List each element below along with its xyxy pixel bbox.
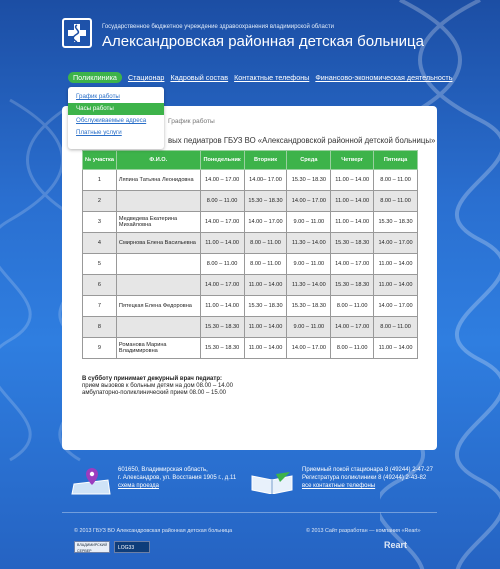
cell-hours: 14.00 – 17.00 xyxy=(200,212,244,233)
cell-hours: 14.00 – 17.00 xyxy=(374,233,418,254)
cell-hours: 11.30 – 14.00 xyxy=(287,233,331,254)
table-row xyxy=(83,191,418,212)
cell-district: 2 xyxy=(83,191,117,212)
cell-doctor-name: Пятецкая Елена Федоровна xyxy=(116,296,200,317)
open-book-icon xyxy=(250,470,294,494)
col-header: Четверг xyxy=(331,151,374,170)
table-row xyxy=(83,338,418,359)
counter-badge[interactable]: ВЛАДИМИРСКИЙ СЕРВЕР xyxy=(74,541,110,553)
cell-hours: 9.00 – 11.00 xyxy=(287,212,331,233)
cell-hours: 8.00 – 11.00 xyxy=(244,254,287,275)
phones-block xyxy=(302,466,433,490)
cell-hours: 11.00 – 14.00 xyxy=(331,212,374,233)
cell-hours: 8.00 – 11.00 xyxy=(374,191,418,212)
table-row xyxy=(83,317,418,338)
nav-phones[interactable]: Контактные телефоны xyxy=(234,73,310,82)
cell-doctor-name xyxy=(116,191,200,212)
cell-hours: 11.00 – 14.00 xyxy=(200,296,244,317)
cell-hours: 11.00 – 14.00 xyxy=(244,338,287,359)
note-line: амбулаторно-поликлинический прием 08.00 – 15.00 xyxy=(82,390,227,396)
cell-hours: 14.00 – 17.00 xyxy=(200,170,244,191)
cell-hours: 9.00 – 11.00 xyxy=(287,317,331,338)
table-row xyxy=(83,233,418,254)
page-title: вых педиатров ГБУЗ ВО «Александровской районной детской больницы» xyxy=(168,136,436,145)
col-header: Пятница xyxy=(374,151,418,170)
cell-doctor-name: Романова Марина Владимировна xyxy=(116,338,200,359)
cell-doctor-name xyxy=(116,317,200,338)
polyclinic-dropdown xyxy=(68,87,164,149)
cell-hours: 14.00 – 17.00 xyxy=(331,254,374,275)
cell-hours: 14.00 – 17.00 xyxy=(287,338,331,359)
cell-hours: 15.30 – 18.30 xyxy=(244,191,287,212)
dropdown-paid-services[interactable]: Платные услуги xyxy=(76,129,122,136)
cell-hours: 8.00 – 11.00 xyxy=(331,296,374,317)
cell-hours: 8.00 – 11.00 xyxy=(374,317,418,338)
cell-hours: 15.30 – 18.30 xyxy=(331,275,374,296)
medical-cross-logo-icon[interactable] xyxy=(62,18,92,48)
cell-hours: 15.30 – 18.30 xyxy=(200,317,244,338)
cell-doctor-name: Медведева Екатерина Михайловна xyxy=(116,212,200,233)
dropdown-addresses[interactable]: Обслуживаемые адреса xyxy=(76,117,147,124)
cell-hours: 15.30 – 18.30 xyxy=(244,296,287,317)
dropdown-schedule[interactable]: График работы xyxy=(76,93,120,100)
cell-hours: 11.00 – 14.00 xyxy=(374,254,418,275)
schedule-table xyxy=(82,150,418,359)
cell-hours: 15.30 – 18.30 xyxy=(287,170,331,191)
nav-staff[interactable]: Кадровый состав xyxy=(170,73,229,82)
address-line: 601650, Владимирская область, xyxy=(118,467,208,473)
col-header: Среда xyxy=(287,151,331,170)
copyright: © 2013 ГБУЗ ВО Александровская районная детская больница xyxy=(74,528,233,534)
cell-district: 7 xyxy=(83,296,117,317)
address-line: г. Александров, ул. Восстания 1905 г., д.11 xyxy=(118,475,237,481)
cell-hours: 11.00 – 14.00 xyxy=(200,233,244,254)
table-row xyxy=(83,275,418,296)
col-header: Ф.И.О. xyxy=(116,151,200,170)
map-link[interactable]: схема проезда xyxy=(118,483,159,489)
footer-divider xyxy=(62,512,437,513)
cell-hours: 11.00 – 14.00 xyxy=(331,170,374,191)
cell-district: 5 xyxy=(83,254,117,275)
cell-hours: 8.00 – 11.00 xyxy=(374,170,418,191)
nav-polyclinic[interactable]: Поликлиника xyxy=(68,72,122,83)
cell-hours: 11.00 – 14.00 xyxy=(244,317,287,338)
cell-hours: 8.00 – 11.00 xyxy=(200,191,244,212)
cell-hours: 15.30 – 18.30 xyxy=(331,233,374,254)
cell-hours: 9.00 – 11.00 xyxy=(287,254,331,275)
cell-doctor-name: Смирнова Елена Васильевна xyxy=(116,233,200,254)
main-nav xyxy=(68,72,458,83)
cell-hours: 11.30 – 14.00 xyxy=(287,275,331,296)
cell-hours: 15.30 – 18.30 xyxy=(200,338,244,359)
log33-badge[interactable]: LOG33 xyxy=(114,541,150,553)
table-row xyxy=(83,170,418,191)
cell-hours: 8.00 – 11.00 xyxy=(331,338,374,359)
phone-line: Регистратура поликлиники 8 (49244) 2-43-82 xyxy=(302,475,427,481)
table-header-row xyxy=(83,151,418,170)
cell-hours: 14.00 – 17.00 xyxy=(331,317,374,338)
reart-logo[interactable]: Reart xyxy=(384,540,408,550)
dropdown-hours[interactable]: Часы работы xyxy=(68,103,164,115)
cell-hours: 14.00 – 17.00 xyxy=(244,212,287,233)
cell-doctor-name xyxy=(116,275,200,296)
col-header: Вторник xyxy=(244,151,287,170)
saturday-note xyxy=(82,376,233,397)
nav-hospital[interactable]: Стационар xyxy=(127,73,165,82)
cell-hours: 11.00 – 14.00 xyxy=(374,338,418,359)
col-header: № участка xyxy=(83,151,117,170)
cell-hours: 8.00 – 11.00 xyxy=(244,233,287,254)
address-block xyxy=(118,466,236,490)
cell-hours: 11.00 – 14.00 xyxy=(331,191,374,212)
hospital-name: Александровская районная детская больница xyxy=(102,33,424,50)
cell-hours: 11.00 – 14.00 xyxy=(244,275,287,296)
cell-district: 9 xyxy=(83,338,117,359)
map-pin-icon xyxy=(70,466,112,496)
breadcrumb: График работы xyxy=(168,118,215,125)
note-line: прием вызовов к больным детям на дом 08.00 – 14.00 xyxy=(82,383,233,389)
cell-hours: 15.30 – 18.30 xyxy=(374,212,418,233)
cell-hours: 14.00 – 17.00 xyxy=(200,275,244,296)
cell-hours: 15.30 – 18.30 xyxy=(287,296,331,317)
cell-doctor-name: Ляпина Татьяна Леонидовна xyxy=(116,170,200,191)
cell-district: 8 xyxy=(83,317,117,338)
footer-contacts xyxy=(62,460,437,500)
cell-hours: 11.00 – 14.00 xyxy=(374,275,418,296)
nav-finance[interactable]: Финансово-экономическая деятельность xyxy=(315,73,453,82)
cell-hours: 14.00– 17.00 xyxy=(244,170,287,191)
cell-district: 1 xyxy=(83,170,117,191)
table-row xyxy=(83,296,418,317)
cell-doctor-name xyxy=(116,254,200,275)
cell-hours: 14.00 – 17.00 xyxy=(287,191,331,212)
org-name: Государственное бюджетное учреждение здравоохранения владимирской области xyxy=(102,24,334,30)
note-title: В субботу принимает дежурный врач педиатр: xyxy=(82,376,222,382)
developer-credit: © 2013 Сайт разработан — компания «Reart» xyxy=(306,528,421,534)
phone-line: Приемный покой стационара 8 (49244) 2-47-27 xyxy=(302,467,433,473)
cell-district: 3 xyxy=(83,212,117,233)
all-contacts-link[interactable]: все контактные телефоны xyxy=(302,483,376,489)
table-row xyxy=(83,254,418,275)
cell-hours: 14.00 – 17.00 xyxy=(374,296,418,317)
cell-hours: 8.00 – 11.00 xyxy=(200,254,244,275)
cell-district: 4 xyxy=(83,233,117,254)
cell-district: 6 xyxy=(83,275,117,296)
table-row xyxy=(83,212,418,233)
col-header: Понедельник xyxy=(200,151,244,170)
